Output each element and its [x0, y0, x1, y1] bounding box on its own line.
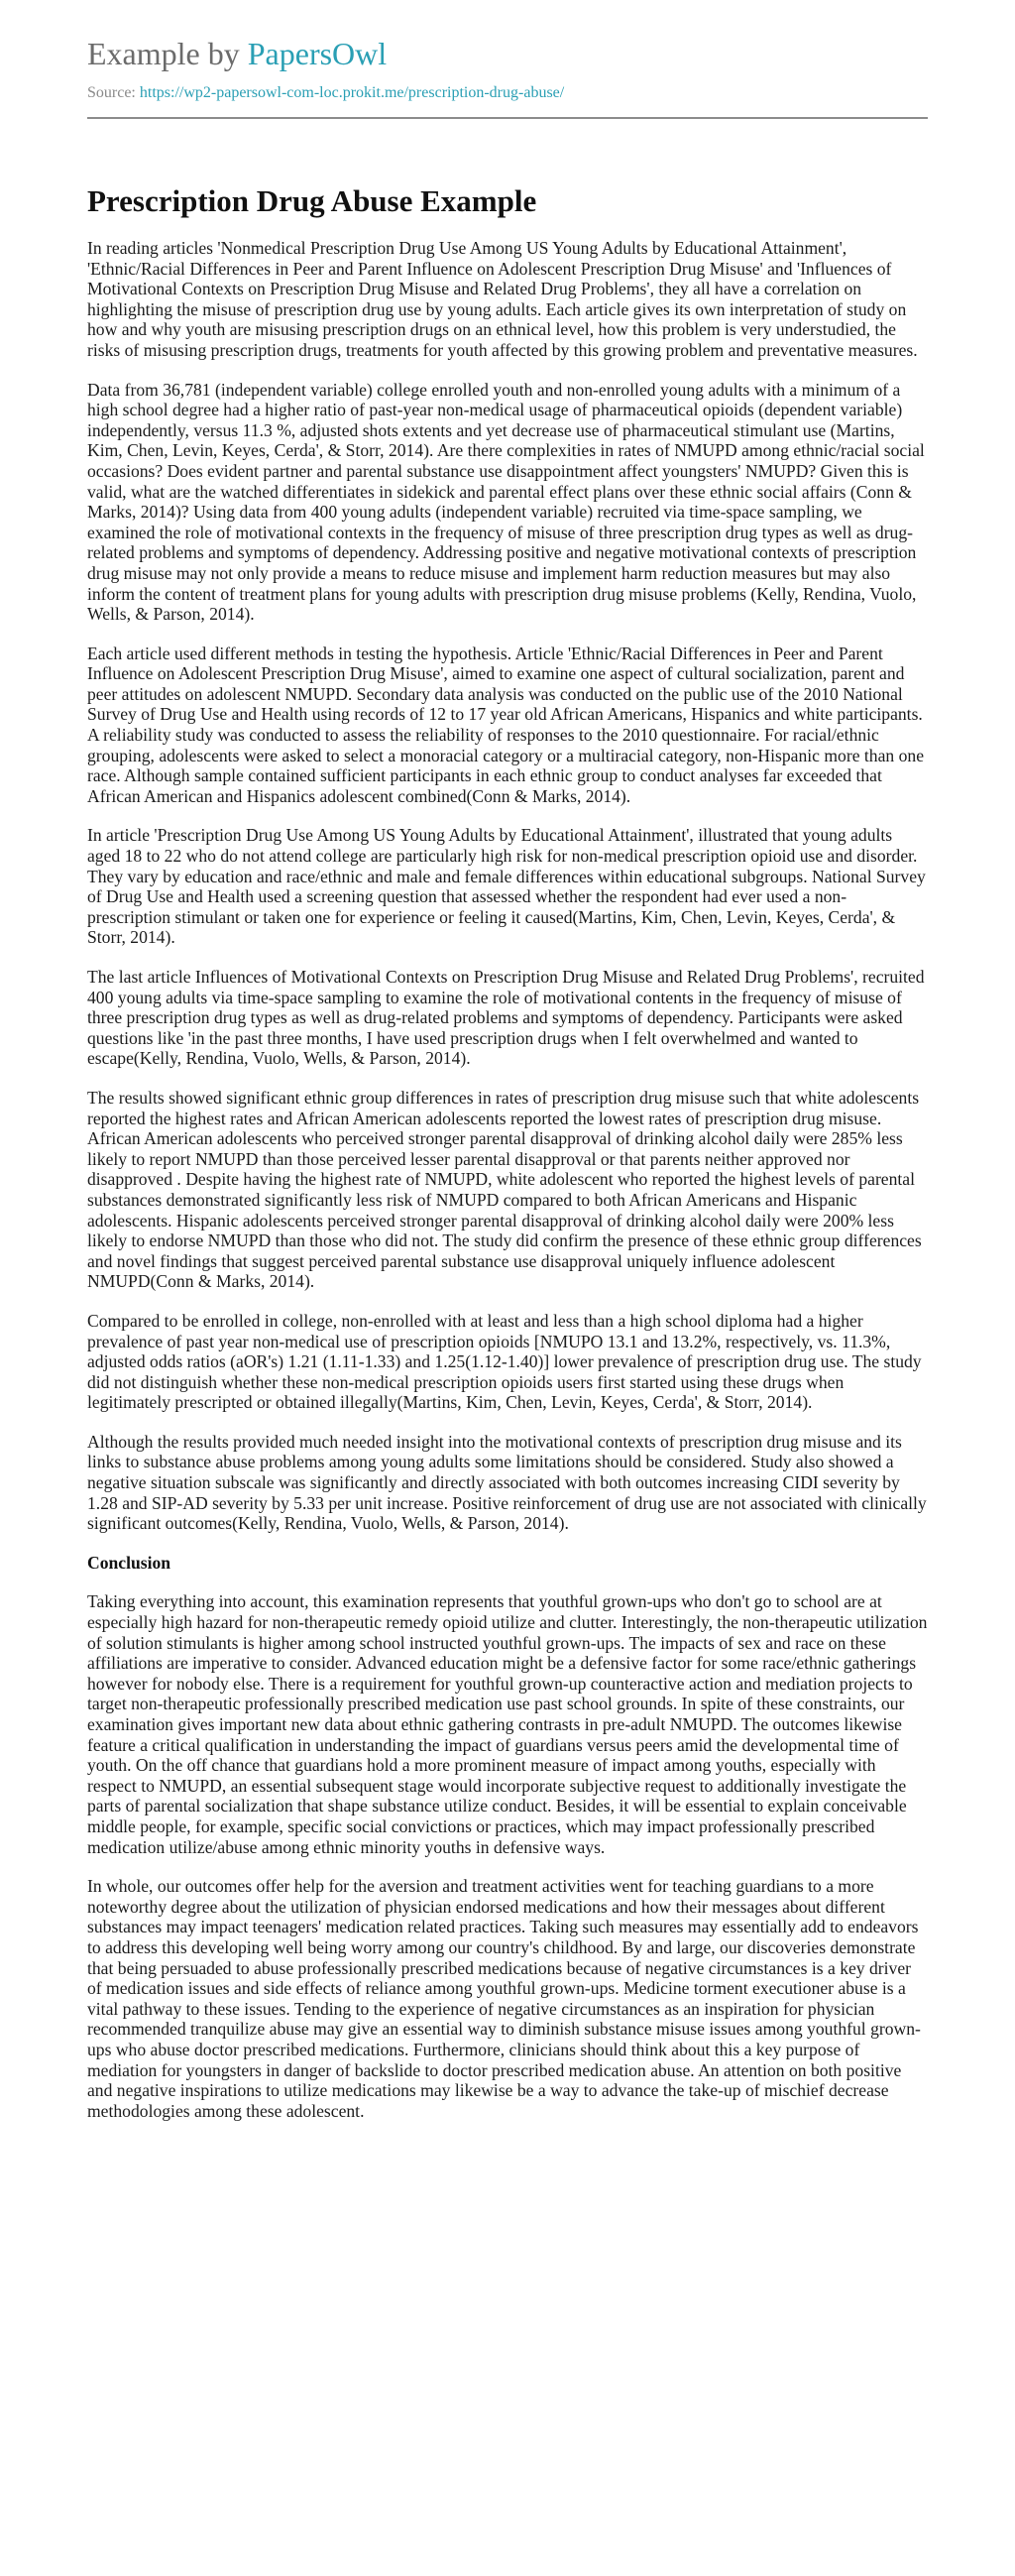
body-paragraph: The last article Influences of Motivational Contexts on Prescription Drug Misuse and Related Drug Problems', recruited 400 young adults via time-space sampling to examine the role of motivational contents in the frequency of misuse of three prescription drug types as well as drug-related problems and symptoms of dependency. Participants were asked questions like 'in the past three months, I have used prescription drugs when I felt overwhelmed and wanted to escape(Kelly, Rendina, Vuolo, Wells, & Parson, 2014).: [87, 967, 925, 1069]
body-paragraph: Each article used different methods in testing the hypothesis. Article 'Ethnic/Racial Differences in Peer and Parent Influence on Adolescent Prescription Drug Misuse', aimed to examine one aspect of cultural socialization, parent and peer attitudes on adolescent NMUPD. Secondary data analysis was conducted on the public use of the 2010 National Survey of Drug Use and Health using records of 12 to 17 year old African Americans, Hispanics and white participants. A reliability study was conducted to assess the reliability of responses to the 2010 questionnaire. For racial/ethnic grouping, adolescents were asked to select a monoracial category or a multiracial category, non-Hispanic more than one race. Although sample contained sufficient participants in each ethnic group to conduct analyses far exceeded that African American and Hispanics adolescent combined(Conn & Marks, 2014).: [87, 643, 925, 806]
brand-title: [87, 34, 928, 73]
body-paragraph: The results showed significant ethnic group differences in rates of prescription drug misuse such that white adolescents reported the highest rates and African American adolescents reported the lowest rates of prescription drug misuse. African American adolescents who perceived stronger parental disapproval of drinking alcohol daily were 285% less likely to report NMUPD than those perceived lesser parental disapproval or that parents neither approved nor disapproved . Despite having the highest rate of NMUPD, white adolescent who reported the highest levels of parental substances demonstrated significantly less risk of NMUPD compared to both African Americans and Hispanic adolescents. Hispanic adolescents perceived stronger parental disapproval of drinking alcohol daily were 200% less likely to endorse NMUPD than those who did not. The study did confirm the presence of these ethnic group differences and novel findings that suggest perceived parental substance use disapproval uniquely influence adolescent NMUPD(Conn & Marks, 2014).: [87, 1087, 922, 1292]
conclusion-paragraph: In whole, our outcomes offer help for the aversion and treatment activities went for teaching guardians to a more noteworthy degree about the utilization of physician endorsed medications and how their messages about different substances may impact teenagers' medication related practices. Taking such measures may essentially add to endeavors to address this developing well being worry among our country's childhood. By and large, our discoveries demonstrate that being persuaded to abuse professionally prescribed medications because of negative circumstances is a key driver of medication issues and side effects of reliance among youthful grown-ups. Medicine torment executioner abuse is a vital pathway to these issues. Tending to the experience of negative circumstances as an inspiration for physician recommended tranquilize abuse may give an essential way to diminish substance misuse issues among youthful grown-ups who abuse doctor prescribed medications. Furthermore, clinicians should think about this a key purpose of mediation for youngsters in danger of backslide to doctor prescribed medication abuse. An attention on both positive and negative inspirations to utilize medications may likewise be a way to advance the take-up of mischief decrease methodologies among these adolescent.: [87, 1876, 921, 2121]
conclusion-heading: Conclusion: [87, 1552, 171, 1573]
body-paragraph: Compared to be enrolled in college, non-enrolled with at least and less than a high school diploma had a higher prevalence of past year non-medical use of prescription opioids [NMUPO 13.1 and 13.2%, respectively, vs. 11.3%, adjusted odds ratios (aOR's) 1.21 (1.11-1.33) and 1.25(1.12-1.40)] lower prevalence of prescription drug use. The study did not distinguish whether these non-medical prescription opioids users first started using these drugs when legitimately prescripted or obtained illegally(Martins, Kim, Chen, Levin, Keyes, Cerda', & Storr, 2014).: [87, 1310, 922, 1413]
header-divider: [87, 117, 928, 119]
brand-prefix: Example by: [87, 36, 248, 71]
conclusion-paragraph: Taking everything into account, this examination represents that youthful grown-ups who don't go to school are at especially high hazard for non-therapeutic remedy opioid utilize and clutter. Interestingly, the non-therapeutic utilization of solution stimulants is higher among school instructed youthful grown-ups. The impacts of sex and race on these affiliations are imperative to consider. Advanced education might be a defensive factor for some race/ethnic gatherings however for nobody else. There is a requirement for youthful grown-up counteractive action and mediation projects to target non-therapeutic professionally prescribed medication use past school grounds. In spite of these constraints, our examination gives important new data about ethnic gathering contrasts in pre-adult NMUPD. The outcomes likewise feature a critical qualification in understanding the impact of guardians versus peers amid the developmental time of youth. On the off chance that guardians hold a more prominent measure of impact among youths, especially with respect to NMUPD, an essential subsequent stage would incorporate subjective request to additionally investigate the parts of parental socialization that shape substance utilize conduct. Besides, it will be essential to explain conceivable middle people, for example, specific social convictions or practices, which may impact professionally prescribed medication utilize/abuse among ethnic minority youths in defensive ways.: [87, 1591, 928, 1857]
body-paragraph: Data from 36,781 (independent variable) college enrolled youth and non-enrolled young adults with a minimum of a high school degree had a higher ratio of past-year non-medical usage of pharmaceutical opioids (dependent variable) independently, versus 11.3 %, adjusted shots extents and yet decrease use of pharmaceutical stimulant use (Martins, Kim, Chen, Levin, Keyes, Cerda', & Storr, 2014). Are there complexities in rates of NMUPD among ethnic/racial social occasions? Does evident partner and parental substance use disappointment affect youngsters' NMUPD? Given this is valid, what are the watched differentiates in sidekick and parental effect plans over these ethnic social affairs (Conn & Marks, 2014)? Using data from 400 young adults (independent variable) recruited via time-space sampling, we examined the role of motivational contexts in the frequency of misuse of three prescription drug types as well as drug-related problems and symptoms of dependency. Addressing positive and negative motivational contexts of prescription drug misuse may not only provide a means to reduce misuse and implement harm reduction measures but may also inform the content of treatment plans for young adults with prescription drug misuse problems (Kelly, Rendina, Vuolo, Wells, & Parson, 2014).: [87, 379, 925, 625]
source-line: [87, 83, 928, 103]
document-page: [87, 0, 928, 2140]
brand-name-link[interactable]: PapersOwl: [247, 36, 388, 71]
article-title: Prescription Drug Abuse Example: [87, 183, 537, 218]
body-paragraph: In article 'Prescription Drug Use Among US Young Adults by Educational Attainment', illustrated that young adults aged 18 to 22 who do not attend college are particularly high risk for non-medical prescription opioid use and disorder. They vary by education and race/ethnic and male and female differences within educational subgroups. National Survey of Drug Use and Health used a screening question that assessed whether the respondent had ever used a non-prescription stimulant or taken one for experience or feeling it caused(Martins, Kim, Chen, Levin, Keyes, Cerda', & Storr, 2014).: [87, 825, 926, 948]
source-label: Source:: [87, 84, 140, 101]
body-paragraph: In reading articles 'Nonmedical Prescription Drug Use Among US Young Adults by Educational Attainment', 'Ethnic/Racial Differences in Peer and Parent Influence on Adolescent Prescription Drug Misuse' and 'Influences of Motivational Contexts on Prescription Drug Misuse and Related Drug Problems', they all have a correlation on highlighting the misuse of prescription drug use by young adults. Each article gives its own interpretation of study on how and why youth are misusing prescription drugs on an ethnical level, how this problem is very understudied, the risks of misusing prescription drugs, treatments for youth affected by this growing problem and preventative measures.: [87, 238, 918, 360]
page-header: [87, 0, 928, 119]
body-paragraph: Although the results provided much needed insight into the motivational contexts of prescription drug misuse and its links to substance abuse problems among young adults some limitations should be considered. Study also showed a negative situation subscale was significantly and directly associated with both outcomes increasing CIDI severity by 1.28 and SIP-AD severity by 5.33 per unit increase. Positive reinforcement of drug use are not associated with clinically significant outcomes(Kelly, Rendina, Vuolo, Wells, & Parson, 2014).: [87, 1431, 927, 1534]
source-url-link[interactable]: https://wp2-papersowl-com-loc.prokit.me/prescription-drug-abuse/: [139, 84, 565, 101]
article-body: [87, 238, 928, 2121]
